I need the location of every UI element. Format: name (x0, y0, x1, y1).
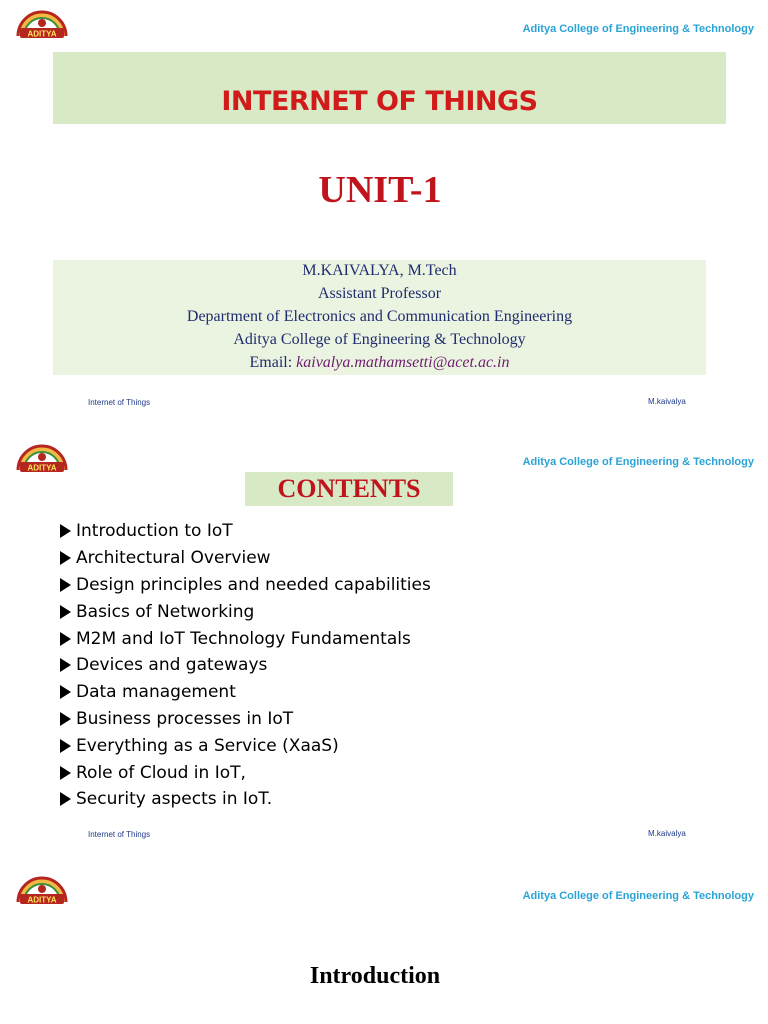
contents-item-label: Architectural Overview (76, 548, 271, 569)
slide-introduction (0, 868, 768, 1024)
contents-item (60, 679, 740, 706)
introduction-heading: Introduction (309, 963, 441, 989)
bullet-arrow-icon (60, 605, 71, 619)
author-designation: Assistant Professor (317, 285, 442, 302)
contents-item-label: Security aspects in IoT. (76, 789, 273, 810)
slide-title (0, 0, 768, 420)
author-email (53, 351, 706, 374)
unit-label: UNIT-1 (318, 169, 442, 211)
college-header: Aditya College of Engineering & Technology (522, 23, 754, 35)
college-logo-icon (14, 440, 70, 474)
contents-item-label: Introduction to IoT (76, 521, 233, 542)
contents-item-label: M2M and IoT Technology Fundamentals (76, 628, 411, 649)
bullet-arrow-icon (60, 524, 71, 538)
contents-item (60, 572, 740, 599)
bullet-arrow-icon (60, 632, 71, 646)
bullet-arrow-icon (60, 551, 71, 565)
email-label: Email: (249, 354, 297, 371)
slide-contents (0, 434, 768, 854)
contents-item (60, 625, 740, 652)
bullet-arrow-icon (60, 712, 71, 726)
logo-text: ADITYA (27, 29, 57, 39)
footer-course: Internet of Things (88, 830, 151, 839)
contents-item (60, 732, 740, 759)
presentation-title: INTERNET OF THINGS (221, 86, 538, 117)
bullet-arrow-icon (60, 766, 71, 780)
contents-item-label: Devices and gateways (76, 655, 268, 676)
footer-author: M.kaivalya (648, 397, 686, 406)
author-info (53, 259, 706, 374)
college-logo-icon (14, 6, 70, 40)
author-name: M.KAIVALYA, M.Tech (302, 262, 457, 279)
bullet-arrow-icon (60, 578, 71, 592)
footer-author: M.kaivalya (648, 829, 686, 838)
logo-text: ADITYA (27, 895, 57, 905)
contents-item (60, 759, 740, 786)
bullet-arrow-icon (60, 792, 71, 806)
contents-item-label: Role of Cloud in IoT, (76, 762, 246, 783)
contents-item-label: Business processes in IoT (76, 708, 294, 729)
author-college: Aditya College of Engineering & Technology (233, 331, 526, 348)
contents-item (60, 518, 740, 545)
contents-item-label: Design principles and needed capabilities (76, 574, 431, 595)
college-header: Aditya College of Engineering & Technology (522, 890, 754, 902)
contents-item-label: Basics of Networking (76, 601, 255, 622)
contents-item (60, 786, 740, 813)
email-value[interactable]: kaivalya.mathamsetti@acet.ac.in (296, 354, 510, 371)
author-department: Department of Electronics and Communication Engineering (186, 308, 573, 325)
footer-course: Internet of Things (88, 398, 151, 407)
contents-item (60, 598, 740, 625)
logo-text: ADITYA (27, 463, 57, 473)
contents-item (60, 652, 740, 679)
contents-item (60, 706, 740, 733)
contents-item-label: Everything as a Service (XaaS) (76, 735, 339, 756)
contents-list (60, 518, 740, 813)
bullet-arrow-icon (60, 685, 71, 699)
contents-item-label: Data management (76, 682, 236, 703)
contents-item (60, 545, 740, 572)
college-logo-icon (14, 872, 70, 906)
bullet-arrow-icon (60, 739, 71, 753)
college-header: Aditya College of Engineering & Technology (522, 456, 754, 468)
bullet-arrow-icon (60, 658, 71, 672)
contents-title: CONTENTS (277, 474, 421, 503)
